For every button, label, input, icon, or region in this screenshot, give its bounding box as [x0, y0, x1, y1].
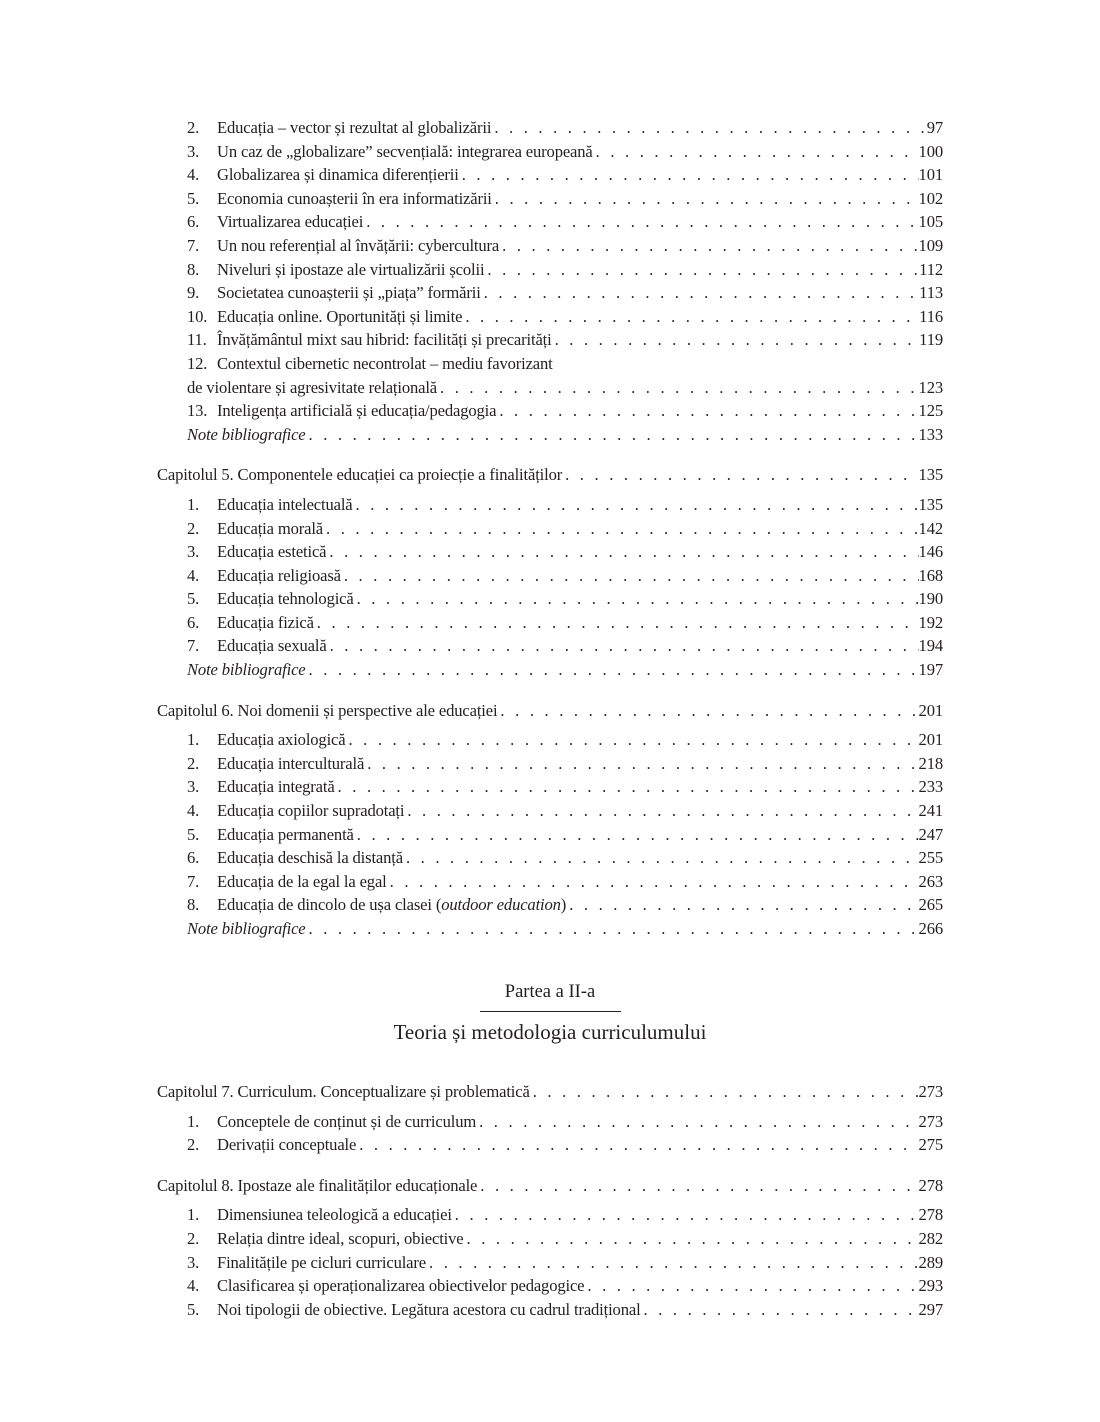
page-number: 197	[918, 660, 943, 680]
dot-leader	[335, 775, 919, 799]
entry-title	[217, 564, 341, 588]
toc-entry	[157, 775, 943, 799]
entry-number: 12.	[187, 353, 208, 373]
page-number: 266	[918, 919, 943, 938]
dot-leader	[499, 234, 918, 258]
dot-leader	[497, 699, 918, 723]
page-number: 255	[918, 848, 943, 868]
entry-number: 6.	[187, 848, 200, 868]
dot-leader	[481, 281, 919, 305]
entry-number: 6.	[187, 212, 200, 232]
entry-title-text: Educația integrată	[217, 777, 335, 797]
dot-leader	[496, 399, 918, 423]
entry-title: Note bibliografice	[187, 660, 306, 680]
toc-entry	[157, 258, 943, 282]
dot-leader	[484, 258, 919, 282]
entry-title-text: Educația fizică	[217, 612, 314, 632]
entry-title: Note bibliografice	[187, 919, 306, 938]
entry-title	[217, 305, 462, 329]
page-number: 282	[918, 1229, 943, 1249]
page-number: 275	[918, 1135, 943, 1155]
toc-entry	[157, 210, 943, 234]
entry-title-text: Dimensiunea teleologică a educației	[217, 1205, 452, 1225]
toc-entry	[157, 634, 943, 658]
toc-entry	[157, 517, 943, 541]
page-number: 113	[919, 283, 943, 303]
dot-leader	[306, 423, 919, 447]
entry-number: 2.	[187, 753, 200, 773]
toc-entry-continuation	[157, 376, 943, 400]
entry-number: 5.	[187, 824, 200, 844]
entry-title-text: Derivații conceptuale	[217, 1135, 357, 1155]
page-number: 146	[918, 542, 943, 562]
dot-leader	[562, 463, 918, 487]
entry-title	[217, 752, 364, 776]
toc-entry	[157, 728, 943, 752]
page-number: 241	[918, 801, 943, 821]
entry-title-text: Un caz de „globalizare” secvențială: integrarea europeană	[217, 141, 593, 161]
dot-leader	[314, 611, 919, 635]
entry-number: 2.	[187, 1135, 200, 1155]
entry-title-text: Educația religioasă	[217, 565, 341, 585]
entry-title	[217, 540, 326, 564]
dot-leader	[306, 917, 919, 941]
chapter-heading	[157, 463, 943, 487]
notes-entry	[157, 423, 943, 447]
dot-leader	[452, 1203, 919, 1227]
page-number: 201	[918, 700, 943, 720]
entry-title	[217, 517, 323, 541]
toc-entry	[157, 1110, 943, 1134]
entry-title	[217, 163, 459, 187]
entry-number: 7.	[187, 871, 200, 891]
toc-entry	[157, 116, 943, 140]
part-divider	[480, 1011, 621, 1013]
entry-number: 10.	[187, 306, 208, 326]
entry-title: Note bibliografice	[187, 424, 306, 444]
entry-title-text: Finalitățile pe cicluri curriculare	[217, 1252, 426, 1272]
page-number: 168	[918, 565, 943, 585]
entry-title	[217, 870, 387, 894]
entry-title-text: Inteligența artificială și educația/pedagogia	[217, 401, 497, 421]
entry-number: 7.	[187, 636, 200, 656]
toc-entry	[157, 799, 943, 823]
entry-title	[217, 210, 363, 234]
dot-leader	[356, 1133, 918, 1157]
toc-entry	[157, 187, 943, 211]
page-number: 297	[918, 1299, 943, 1319]
notes-entry	[157, 658, 943, 682]
dot-leader	[476, 1110, 918, 1134]
dot-leader	[437, 376, 919, 400]
page-number: 105	[918, 212, 943, 232]
entry-title	[217, 1274, 584, 1298]
toc-entry	[157, 399, 943, 423]
dot-leader	[566, 893, 918, 917]
table-of-contents	[157, 116, 943, 1321]
toc-entry	[157, 352, 943, 376]
page-number: 192	[918, 612, 943, 632]
entry-number: 1.	[187, 1205, 200, 1225]
entry-title-text: Educația permanentă	[217, 824, 354, 844]
dot-leader	[459, 163, 919, 187]
toc-entry	[157, 140, 943, 164]
entry-title-text: Globalizarea și dinamica diferențierii	[217, 165, 459, 185]
chapter-title: Capitolul 8. Ipostaze ale finalităților educaționale	[157, 1175, 478, 1195]
toc-entry	[157, 1203, 943, 1227]
page-number: 142	[918, 518, 943, 538]
dot-leader	[462, 305, 919, 329]
page-number: 109	[918, 235, 943, 255]
entry-title	[217, 1298, 641, 1322]
dot-leader	[491, 116, 926, 140]
dot-leader	[354, 823, 919, 847]
entry-title-end: )	[560, 895, 567, 915]
entry-title	[217, 799, 404, 823]
entry-title	[217, 728, 345, 752]
page-number: 101	[918, 165, 943, 185]
entry-number: 8.	[187, 895, 200, 915]
toc-entry	[157, 1298, 943, 1322]
entry-title-text: Educația online. Oportunități și limite	[217, 306, 463, 326]
entry-number: 4.	[187, 565, 200, 585]
page-number: 100	[918, 141, 943, 161]
entry-title-text: Conceptele de conținut și de curriculum	[217, 1111, 477, 1131]
entry-title-text: Contextul cibernetic necontrolat – mediu favorizant	[217, 353, 553, 373]
entry-title-text: Educația – vector și rezultat al globalizării	[217, 118, 492, 137]
page-number: 116	[919, 306, 943, 326]
entry-number: 1.	[187, 494, 200, 514]
entry-title-text: Un nou referențial al învățării: cybercultura	[217, 235, 500, 255]
entry-number: 5.	[187, 1299, 200, 1319]
toc-entry	[157, 281, 943, 305]
toc-entry	[157, 493, 943, 517]
page-number: 123	[918, 377, 943, 397]
entry-title	[217, 352, 553, 376]
entry-title-text: Educația intelectuală	[217, 494, 353, 514]
chapter-title: Capitolul 7. Curriculum. Conceptualizare și problematică	[157, 1082, 530, 1102]
dot-leader	[426, 1251, 919, 1275]
entry-title-text: Educația estetică	[217, 542, 327, 562]
toc-entry	[157, 752, 943, 776]
dot-leader	[552, 328, 920, 352]
entry-title-text: Economia cunoașterii în era informatizării	[217, 188, 492, 208]
entry-title	[217, 281, 481, 305]
page-number: 273	[918, 1111, 943, 1131]
dot-leader	[327, 634, 919, 658]
toc-entry	[157, 1251, 943, 1275]
entry-number: 4.	[187, 801, 200, 821]
page-number: 190	[918, 589, 943, 609]
entry-title	[217, 611, 314, 635]
dot-leader	[584, 1274, 918, 1298]
entry-title	[217, 1203, 452, 1227]
entry-title-text: Virtualizarea educației	[217, 212, 364, 232]
page-number: 135	[918, 494, 943, 514]
dot-leader	[403, 846, 919, 870]
page-number: 263	[918, 871, 943, 891]
entry-title-text: Educația de dincolo de ușa clasei (	[217, 895, 442, 915]
entry-title-text: Niveluri și ipostaze ale virtualizării școlii	[217, 259, 485, 279]
dot-leader	[363, 210, 918, 234]
entry-title-text: Educația interculturală	[217, 753, 365, 773]
toc-entry	[157, 163, 943, 187]
entry-title-text: Clasificarea și operaționalizarea obiectivelor pedagogice	[217, 1276, 585, 1296]
page-number: 233	[918, 777, 943, 797]
entry-title	[217, 587, 354, 611]
entry-title-text: Educația morală	[217, 518, 324, 538]
page-number: 289	[918, 1252, 943, 1272]
entry-title	[217, 328, 552, 352]
page-number: 265	[918, 895, 943, 915]
dot-leader	[306, 658, 919, 682]
chapter-title: Capitolul 5. Componentele educației ca proiecție a finalităților	[157, 465, 563, 485]
entry-title-text: Societatea cunoașterii și „piața” formării	[217, 283, 481, 303]
entry-number: 4.	[187, 1276, 200, 1296]
entry-title	[217, 140, 593, 164]
toc-entry	[157, 893, 943, 917]
entry-number: 2.	[187, 518, 200, 538]
toc-entry	[157, 305, 943, 329]
dot-leader	[641, 1298, 919, 1322]
part-heading	[157, 979, 943, 1047]
page-number: 278	[918, 1205, 943, 1225]
entry-title	[217, 1110, 476, 1134]
page-number: 97	[926, 118, 943, 137]
toc-entry	[157, 540, 943, 564]
dot-leader	[353, 493, 919, 517]
toc-entry	[157, 870, 943, 894]
toc-entry	[157, 611, 943, 635]
entry-title-text: Relația dintre ideal, scopuri, obiective	[217, 1229, 464, 1249]
entry-title	[217, 1133, 356, 1157]
entry-title-text: Educația tehnologică	[217, 589, 354, 609]
chapter-heading	[157, 1174, 943, 1198]
page-number: 293	[918, 1276, 943, 1296]
entry-number: 9.	[187, 283, 200, 303]
entry-number: 1.	[187, 1111, 200, 1131]
dot-leader	[404, 799, 918, 823]
page-number: 125	[918, 401, 943, 421]
dot-leader	[593, 140, 919, 164]
entry-title	[217, 1251, 426, 1275]
page-number: 247	[918, 824, 943, 844]
chapter-heading	[157, 699, 943, 723]
entry-number: 2.	[187, 118, 200, 137]
dot-leader	[354, 587, 919, 611]
part-title: Teoria și metodologia curriculumului	[393, 1020, 707, 1045]
entry-number: 3.	[187, 542, 200, 562]
toc-entry	[157, 1227, 943, 1251]
entry-title	[217, 846, 403, 870]
entry-number: 3.	[187, 1252, 200, 1272]
page-number: 194	[918, 636, 943, 656]
entry-title-text: Educația sexuală	[217, 636, 327, 656]
entry-number: 5.	[187, 188, 200, 208]
dot-leader	[492, 187, 919, 211]
dot-leader	[323, 517, 919, 541]
toc-entry	[157, 846, 943, 870]
toc-entry	[157, 823, 943, 847]
entry-number: 5.	[187, 589, 200, 609]
toc-entry	[157, 1274, 943, 1298]
entry-number: 3.	[187, 141, 200, 161]
chapter-heading	[157, 1080, 943, 1104]
entry-number: 11.	[187, 330, 207, 350]
chapter-title: Capitolul 6. Noi domenii și perspective ale educației	[157, 700, 498, 720]
entry-number: 3.	[187, 777, 200, 797]
toc-entry	[157, 587, 943, 611]
entry-title	[217, 399, 496, 423]
entry-number: 2.	[187, 1229, 200, 1249]
page-number: 133	[918, 424, 943, 444]
entry-title	[217, 187, 492, 211]
entry-title	[217, 823, 354, 847]
dot-leader	[477, 1174, 918, 1198]
entry-number: 7.	[187, 235, 200, 255]
page-number: 218	[918, 753, 943, 773]
toc-entry	[157, 1133, 943, 1157]
entry-number: 6.	[187, 612, 200, 632]
dot-leader	[530, 1080, 919, 1104]
page-number: 201	[918, 730, 943, 750]
entry-title	[217, 116, 491, 140]
toc-entry	[157, 234, 943, 258]
dot-leader	[326, 540, 918, 564]
entry-title	[217, 234, 499, 258]
dot-leader	[345, 728, 918, 752]
entry-title-line2: de violentare și agresivitate relațională	[187, 377, 438, 397]
page-number: 273	[918, 1082, 943, 1102]
dot-leader	[464, 1227, 919, 1251]
entry-title-text: Noi tipologii de obiective. Legătura acestora cu cadrul tradițional	[217, 1299, 641, 1319]
entry-title-text: Educația deschisă la distanță	[217, 848, 403, 868]
entry-title	[217, 893, 566, 917]
toc-entry	[157, 564, 943, 588]
entry-title	[217, 634, 327, 658]
dot-leader	[387, 870, 919, 894]
entry-title	[217, 1227, 464, 1251]
entry-title-text: Educația copiilor supradotați	[217, 801, 405, 821]
page-number: 135	[918, 465, 943, 485]
page-number: 278	[918, 1175, 943, 1195]
entry-title-text: Educația axiologică	[217, 730, 346, 750]
entry-title	[217, 775, 335, 799]
dot-leader	[364, 752, 918, 776]
toc-entry	[157, 328, 943, 352]
entry-title	[217, 493, 353, 517]
entry-number: 8.	[187, 259, 200, 279]
page-number: 119	[919, 330, 943, 350]
entry-number: 13.	[187, 401, 208, 421]
entry-number: 1.	[187, 730, 200, 750]
dot-leader	[341, 564, 919, 588]
page-number: 112	[919, 259, 943, 279]
entry-title-italic: outdoor education	[441, 895, 561, 915]
part-label: Partea a II-a	[504, 981, 596, 1002]
page-number: 102	[918, 188, 943, 208]
notes-entry	[157, 917, 943, 941]
entry-number: 4.	[187, 165, 200, 185]
entry-title-text: Educația de la egal la egal	[217, 871, 387, 891]
entry-title	[217, 258, 484, 282]
entry-title-text: Învățământul mixt sau hibrid: facilități și precarități	[217, 330, 552, 350]
